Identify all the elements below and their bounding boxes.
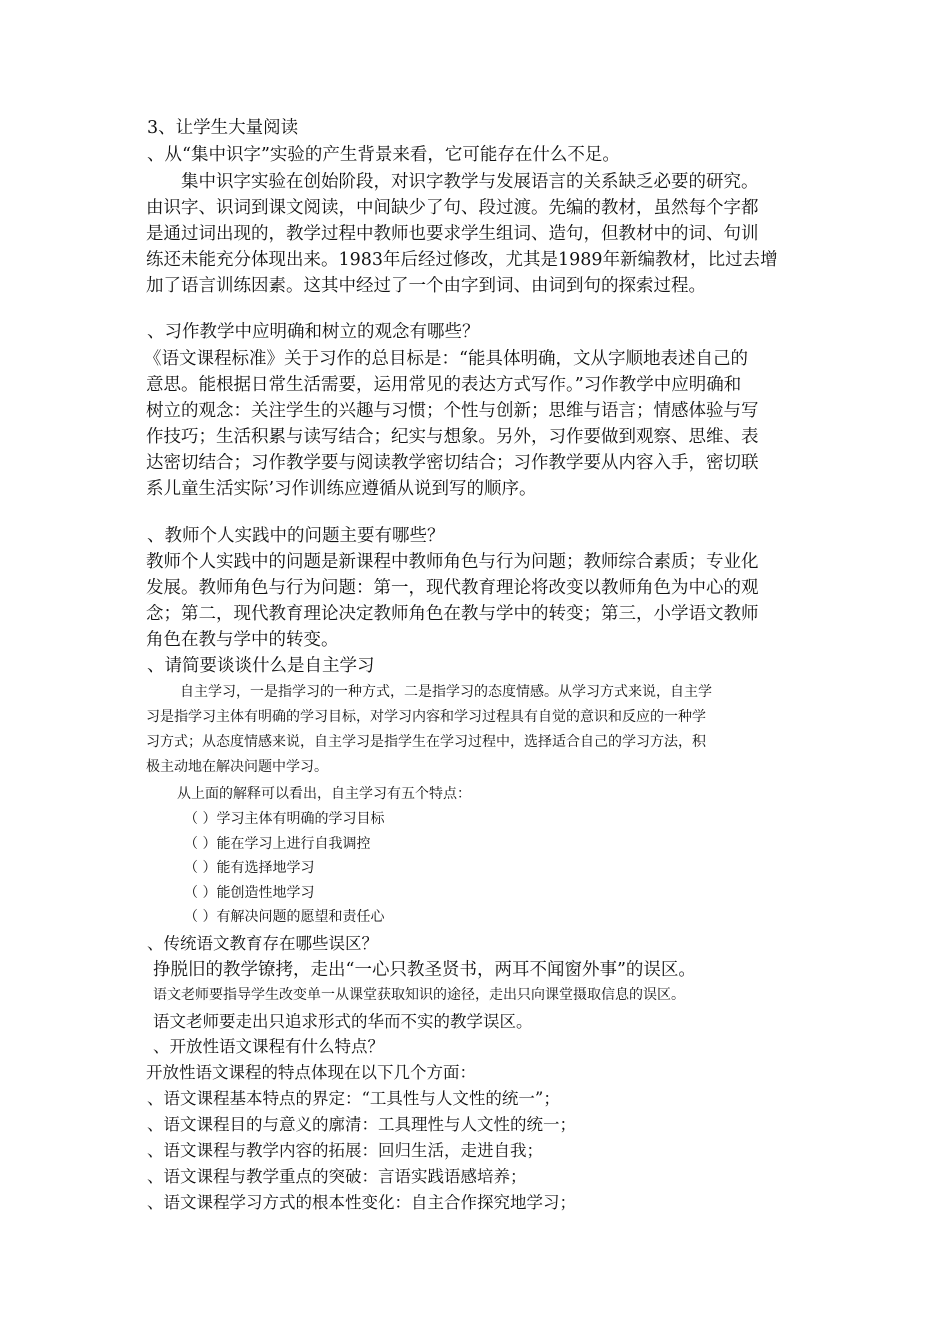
list-item: （ ）能创造性地学习 <box>184 885 315 901</box>
paragraph-line: 念；第二，现代教育理论决定教师角色在教与学中的转变；第三，小学语文教师 <box>146 604 759 624</box>
paragraph-line: 习方式；从态度情感来说，自主学习是指学生在学习过程中，选择适合自己的学习方法，积 <box>146 734 706 750</box>
paragraph-line: 意思。能根据日常生活需要，运用常见的表达方式写作。”习作教学中应明确和 <box>146 375 742 395</box>
list-item: （ ）能在学习上进行自我调控 <box>184 836 371 852</box>
question-heading: 、从“集中识字”实验的产生背景来看，它可能存在什么不足。 <box>147 145 620 165</box>
paragraph-line: 角色在教与学中的转变。 <box>146 630 339 650</box>
paragraph-line: 极主动地在解决问题中学习。 <box>146 759 328 775</box>
paragraph-line: 语文老师要走出只追求形式的华而不实的教学误区。 <box>153 1012 533 1031</box>
paragraph-line: 集中识字实验在创始阶段，对识字教学与发展语言的关系缺乏必要的研究。 <box>181 172 759 192</box>
list-item: （ ）学习主体有明确的学习目标 <box>184 811 385 827</box>
paragraph-line: 练还未能充分体现出来。1983年后经过修改，尤其是1989年新编教材，比过去增 <box>146 250 778 270</box>
paragraph-line: 加了语言训练因素。这其中经过了一个由字到词、由词到句的探索过程。 <box>146 276 706 296</box>
list-item: （ ）能有选择地学习 <box>184 860 315 876</box>
section-heading: 3、让学生大量阅读 <box>147 118 299 138</box>
paragraph-line: 系儿童生活实际’习作训练应遵循从说到写的顺序。 <box>146 479 537 499</box>
list-item: 、语文课程基本特点的界定：“工具性与人文性的统一”； <box>147 1089 560 1108</box>
paragraph-line: 发展。教师角色与行为问题：第一，现代教育理论将改变以教师角色为中心的观 <box>146 578 759 598</box>
paragraph-line: 由识字、识词到课文阅读，中间缺少了句、段过渡。先编的教材，虽然每个字都 <box>146 198 759 218</box>
paragraph-line: 是通过词出现的，教学过程中教师也要求学生组词、造句，但教材中的词、句训 <box>146 224 759 244</box>
paragraph-line: 语文老师要指导学生改变单一从课堂获取知识的途径，走出只向课堂摄取信息的误区。 <box>153 987 685 1003</box>
question-heading: 、传统语文教育存在哪些误区？ <box>147 934 378 953</box>
paragraph-line: 《语文课程标准》关于习作的总目标是：“能具体明确，文从字顺地表述自己的 <box>144 349 748 369</box>
paragraph-line: 作技巧；生活积累与读写结合；纪实与想象。另外，习作要做到观察、思维、表 <box>146 427 759 447</box>
paragraph-line: 挣脱旧的教学镣拷，走出“一心只教圣贤书，两耳不闻窗外事”的误区。 <box>153 960 696 980</box>
list-item: 、语文课程与教学内容的拓展：回归生活，走进自我； <box>147 1141 543 1160</box>
question-heading: 、开放性语文课程有什么特点？ <box>153 1037 384 1056</box>
paragraph-line: 开放性语文课程的特点体现在以下几个方面： <box>146 1063 476 1082</box>
paragraph-line: 树立的观念：关注学生的兴趣与习惯；个性与创新；思维与语言；情感体验与写 <box>146 401 759 421</box>
paragraph-line: 习是指学习主体有明确的学习目标，对学习内容和学习过程具有自觉的意识和反应的一种学 <box>146 709 706 725</box>
paragraph-line: 自主学习，一是指学习的一种方式，二是指学习的态度情感。从学习方式来说，自主学 <box>180 684 712 700</box>
paragraph-line: 教师个人实践中的问题是新课程中教师角色与行为问题；教师综合素质；专业化 <box>146 552 759 572</box>
paragraph-line: 从上面的解释可以看出，自主学习有五个特点： <box>177 786 471 802</box>
list-item: （ ）有解决问题的愿望和责任心 <box>184 909 385 925</box>
list-item: 、语文课程学习方式的根本性变化：自主合作探究地学习； <box>147 1193 576 1212</box>
question-heading: 、请简要谈谈什么是自主学习 <box>147 656 375 676</box>
list-item: 、语文课程与教学重点的突破：言语实践语感培养； <box>147 1167 527 1186</box>
question-heading: 、教师个人实践中的问题主要有哪些？ <box>147 526 445 546</box>
list-item: 、语文课程目的与意义的廓清：工具理性与人文性的统一； <box>147 1115 576 1134</box>
question-heading: 、习作教学中应明确和树立的观念有哪些？ <box>147 322 480 342</box>
paragraph-line: 达密切结合；习作教学要与阅读教学密切结合；习作教学要从内容入手，密切联 <box>146 453 759 473</box>
